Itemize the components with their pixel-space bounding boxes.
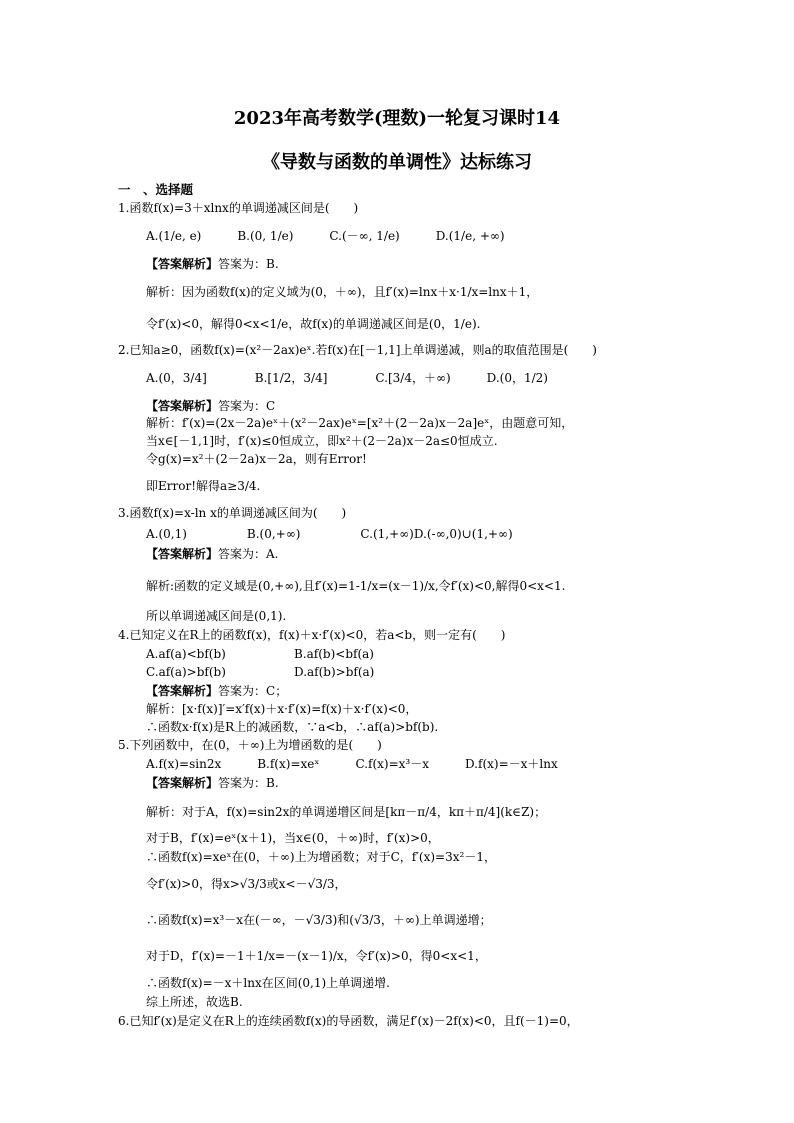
question-4-option-b: B.af(b)<bf(a) — [294, 647, 374, 661]
question-4-option-d: D.af(b)>bf(a) — [294, 665, 375, 679]
answer-1 — [146, 256, 279, 272]
explanation-3-line1: 解析:函数的定义域是(0,+∞),且f′(x)=1-1/x=(x－1)/x,令f′(x)<0,解得0<x<1. — [146, 579, 566, 593]
explanation-2-line1: 解析：f′(x)=(2x－2a)eˣ＋(x²－2ax)eˣ=[x²＋(2－2a)x－2a]eˣ，由题意可知， — [146, 416, 574, 430]
answer-label: 【答案解析】 — [146, 399, 219, 413]
answer-text: 答案为：C； — [218, 684, 288, 698]
explanation-2-line2: 当x∈[－1,1]时，f′(x)≤0恒成立，即x²＋(2－2a)x－2a≤0恒成立. — [146, 434, 498, 448]
question-3: 3.函数f(x)=x-ln x的单调递减区间为( ) — [118, 506, 347, 520]
explanation-5-line1: 解析：对于A，f(x)=sin2x的单调递增区间是[kπ－π/4，kπ＋π/4](k∈Z)； — [146, 805, 547, 819]
question-1-options: A.(1/e, e) B.(0, 1/e) C.(－∞, 1/e) D.(1/e, +∞) — [146, 229, 505, 243]
explanation-1-line1: 解析：因为函数f(x)的定义域为(0，＋∞)，且f′(x)=lnx＋x·1/x=lnx＋1， — [146, 285, 539, 299]
answer-2 — [146, 398, 275, 414]
question-3-options: A.(0,1) B.(0,+∞) C.(1,+∞)D.(-∞,0)∪(1,+∞) — [146, 527, 513, 541]
explanation-5-line2: 对于B，f′(x)=eˣ(x＋1)，当x∈(0，＋∞)时，f′(x)>0， — [146, 831, 440, 845]
answer-4 — [146, 683, 287, 699]
explanation-4-line1: 解析：[x·f(x)]′=x′f(x)＋x·f′(x)=f(x)＋x·f′(x)<0， — [146, 702, 418, 716]
section-heading: 一 、选择题 — [118, 182, 194, 197]
question-2-options: A.(0，3/4] B.[1/2，3/4] C.[3/4，＋∞) D.(0，1/2) — [146, 371, 548, 385]
question-5: 5.下列函数中，在(0，＋∞)上为增函数的是( ) — [118, 738, 382, 752]
answer-label: 【答案解析】 — [146, 547, 219, 561]
question-5-options: A.f(x)=sin2x B.f(x)=xeˣ C.f(x)=x³－x D.f(x)=－x＋lnx — [146, 757, 558, 771]
page-title-line2: 《导数与函数的单调性》达标练习 — [262, 152, 532, 173]
explanation-5-line6: 对于D，f′(x)=－1＋1/x=－(x－1)/x，令f′(x)>0，得0<x<1， — [146, 949, 487, 963]
answer-text: 答案为：B. — [218, 257, 279, 271]
page-title-line1: 2023年高考数学(理数)一轮复习课时14 — [233, 108, 561, 129]
question-1: 1.函数f(x)=3＋xlnx的单调递减区间是( ) — [118, 201, 359, 215]
explanation-5-line5: ∴函数f(x)=x³－x在(－∞，－√3/3)和(√3/3，＋∞)上单调递增； — [146, 913, 492, 927]
answer-label: 【答案解析】 — [146, 684, 219, 698]
question-6: 6.已知f′(x)是定义在R上的连续函数f(x)的导函数，满足f′(x)－2f(x)<0，且f(－1)=0， — [118, 1014, 579, 1028]
explanation-5-line4: 令f′(x)>0，得x>√3/3或x<－√3/3， — [146, 877, 347, 891]
explanation-5-line7: ∴函数f(x)=－x＋lnx在区间(0,1)上单调递增. — [146, 976, 390, 990]
answer-text: 答案为：B. — [218, 776, 279, 790]
answer-label: 【答案解析】 — [146, 257, 219, 271]
question-4: 4.已知定义在R上的函数f(x)，f(x)＋x·f′(x)<0，若a<b，则一定有( ) — [118, 628, 506, 642]
answer-3 — [146, 546, 279, 562]
explanation-2-line3: 令g(x)=x²＋(2－2a)x－2a，则有Error! — [146, 452, 367, 466]
explanation-3-line2: 所以单调递减区间是(0,1). — [146, 609, 287, 623]
explanation-5-line3: ∴函数f(x)=xeˣ在(0，＋∞)上为增函数；对于C，f′(x)=3x²－1， — [146, 850, 496, 864]
answer-text: 答案为：A. — [218, 547, 279, 561]
answer-label: 【答案解析】 — [146, 776, 219, 790]
answer-5 — [146, 775, 279, 791]
explanation-4-line2: ∴函数x·f(x)是R上的减函数，∵a<b，∴af(a)>bf(b). — [146, 720, 439, 734]
explanation-5-line8: 综上所述，故选B. — [146, 995, 243, 1009]
answer-text: 答案为：C — [218, 399, 276, 413]
explanation-2-line4: 即Error!解得a≥3/4. — [146, 479, 261, 493]
explanation-1-line2: 令f′(x)<0，解得0<x<1/e，故f(x)的单调递减区间是(0，1/e). — [146, 317, 481, 331]
question-4-option-c: C.af(a)>bf(b) — [146, 665, 226, 679]
question-2: 2.已知a≥0，函数f(x)=(x²－2ax)eˣ.若f(x)在[－1,1]上单调递减，则a的取值范围是( ) — [118, 343, 597, 357]
question-4-option-a: A.af(a)<bf(b) — [146, 647, 226, 661]
